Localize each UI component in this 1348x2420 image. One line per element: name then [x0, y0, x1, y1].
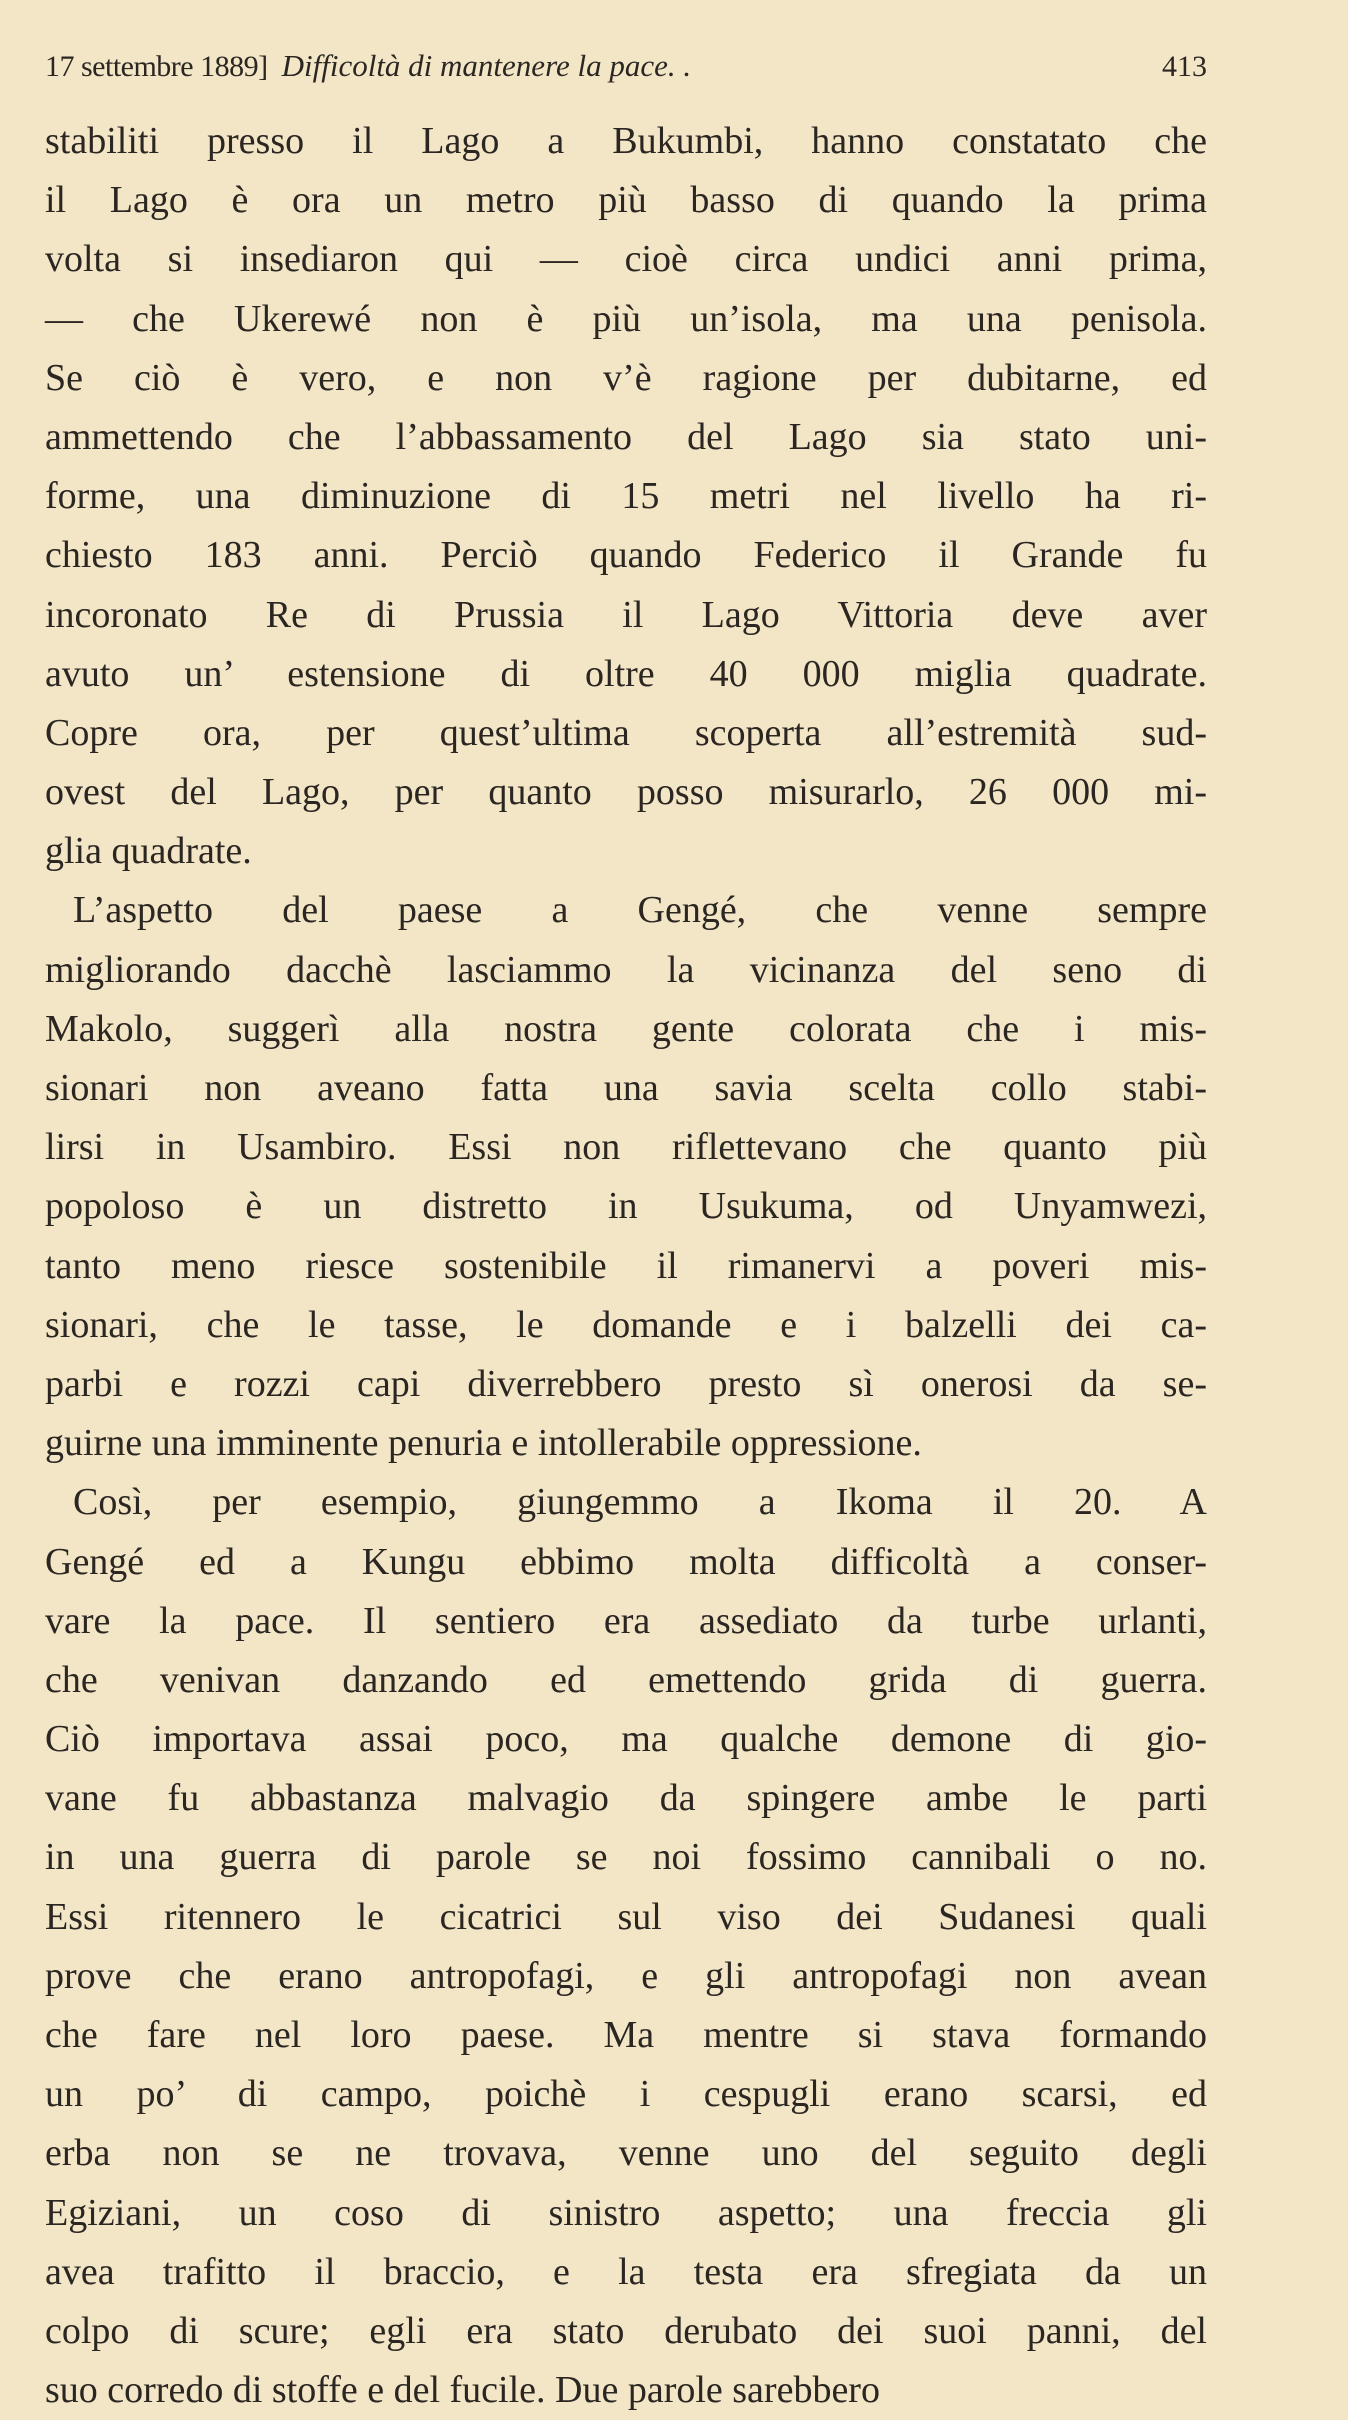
text-line: migliorando dacchè lasciammo la vicinanza del seno di: [45, 948, 1207, 991]
text-line: tanto meno riesce sostenibile il rimanervi a poveri mis-: [45, 1244, 1207, 1287]
text-line: Gengé ed a Kungu ebbimo molta difficoltà a conser-: [45, 1540, 1207, 1583]
text-line: che venivan danzando ed emettendo grida di guerra.: [45, 1658, 1207, 1701]
text-line: il Lago è ora un metro più basso di quando la prima: [45, 179, 1207, 222]
text-line: prove che erano antropofagi, e gli antropofagi non avean: [45, 1954, 1207, 1997]
text-line: guirne una imminente penuria e intollerabile oppressione.: [45, 1422, 922, 1465]
text-line: vane fu abbastanza malvagio da spingere ambe le parti: [45, 1777, 1207, 1820]
text-line: suo corredo di stoffe e del fucile. Due parole sarebbero: [45, 2369, 880, 2412]
text-line: vare la pace. Il sentiero era assediato da turbe urlanti,: [45, 1599, 1207, 1642]
text-line: chiesto 183 anni. Perciò quando Federico il Grande fu: [45, 534, 1207, 577]
page-number: 413: [1162, 50, 1207, 83]
text-line: incoronato Re di Prussia il Lago Vittoria deve aver: [45, 593, 1207, 636]
text-line: — che Ukerewé non è più un’isola, ma una penisola.: [45, 297, 1207, 340]
page-body-text: [45, 112, 1207, 2420]
text-line: Ciò importava assai poco, ma qualche demone di gio-: [45, 1718, 1207, 1761]
text-line: forme, una diminuzione di 15 metri nel livello ha ri-: [45, 475, 1207, 518]
running-header: [45, 48, 1207, 88]
text-line: popoloso è un distretto in Usukuma, od Unyamwezi,: [45, 1185, 1207, 1228]
text-line: stabiliti presso il Lago a Bukumbi, hanno constatato che: [45, 120, 1207, 162]
text-line: Copre ora, per quest’ultima scoperta all’estremità sud-: [45, 711, 1207, 754]
text-line: Egiziani, un coso di sinistro aspetto; una freccia gli: [45, 2191, 1207, 2234]
text-line: sionari non aveano fatta una savia scelta collo stabi-: [45, 1067, 1207, 1109]
text-line: Essi ritennero le cicatrici sul viso dei Sudanesi quali: [45, 1895, 1207, 1938]
text-line: L’aspetto del paese a Gengé, che venne sempre: [73, 889, 1207, 932]
text-line: in una guerra di parole se noi fossimo cannibali o no.: [45, 1836, 1207, 1879]
text-line: Se ciò è vero, e non v’è ragione per dubitarne, ed: [45, 356, 1207, 399]
text-line: volta si insediaron qui — cioè circa undici anni prima,: [45, 238, 1207, 281]
text-line: glia quadrate.: [45, 830, 252, 873]
header-date: 17 settembre 1889]: [45, 50, 268, 83]
text-line: avuto un’ estensione di oltre 40 000 miglia quadrate.: [45, 652, 1207, 695]
text-line: ammettendo che l’abbassamento del Lago sia stato uni-: [45, 415, 1207, 458]
text-line: Così, per esempio, giungemmo a Ikoma il 20. A: [73, 1481, 1207, 1524]
text-line: che fare nel loro paese. Ma mentre si stava formando: [45, 2014, 1207, 2056]
text-line: erba non se ne trovava, venne uno del seguito degli: [45, 2132, 1207, 2175]
text-line: parbi e rozzi capi diverrebbero presto sì onerosi da se-: [45, 1362, 1207, 1405]
text-line: sionari, che le tasse, le domande e i balzelli dei ca-: [45, 1303, 1207, 1346]
header-chapter-title: Difficoltà di mantenere la pace. .: [281, 48, 692, 83]
text-line: ovest del Lago, per quanto posso misurarlo, 26 000 mi-: [45, 771, 1207, 814]
text-line: Makolo, suggerì alla nostra gente colorata che i mis-: [45, 1007, 1207, 1050]
text-line: avea trafitto il braccio, e la testa era sfregiata da un: [45, 2250, 1207, 2293]
text-line: lirsi in Usambiro. Essi non riflettevano che quanto più: [45, 1126, 1207, 1169]
text-line: un po’ di campo, poichè i cespugli erano scarsi, ed: [45, 2073, 1207, 2116]
text-line: colpo di scure; egli era stato derubato dei suoi panni, del: [45, 2309, 1207, 2352]
